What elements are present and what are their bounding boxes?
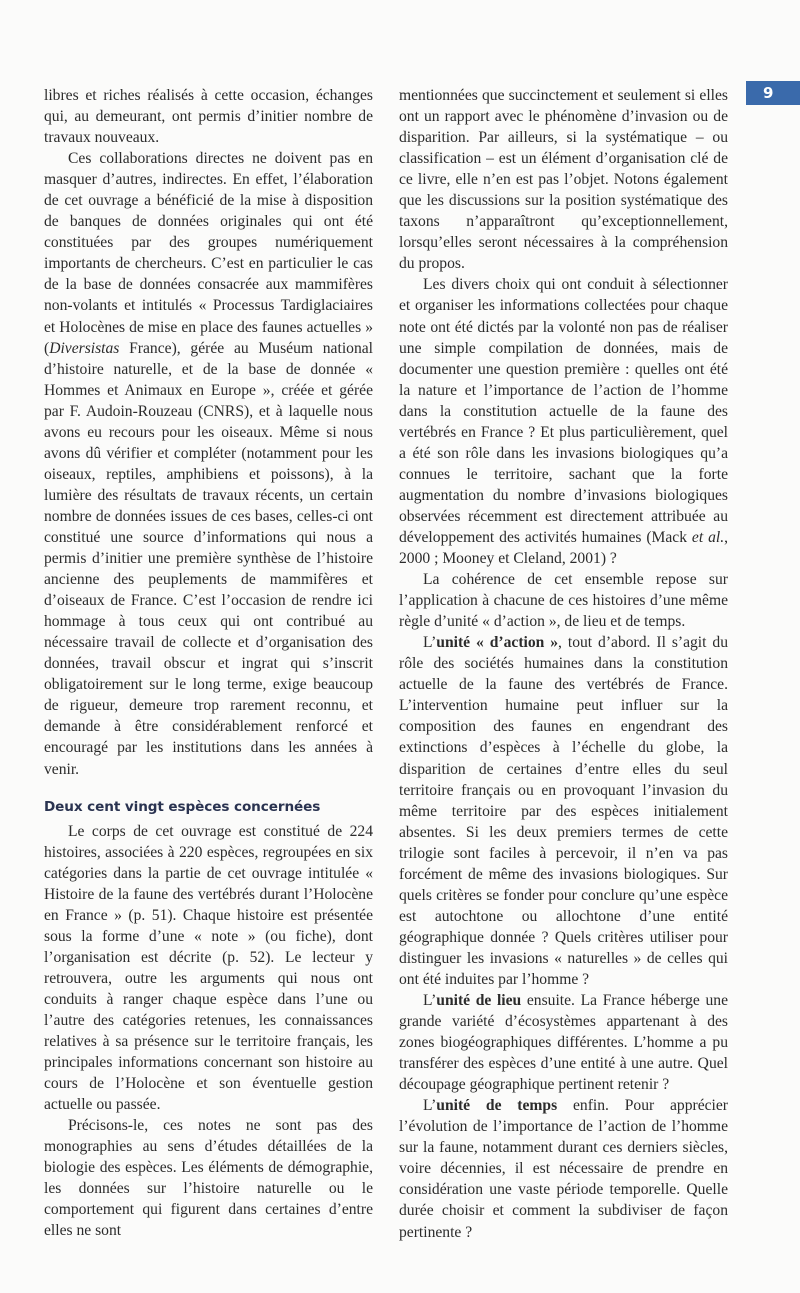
paragraph-text: ensuite. La France héberge une grande variété d’écosystèmes appartenant à des zones biogéographiques différentes. L’homme a pu transférer des espèces d’une entité à une autre. Quel découpage géographique pertinent retenir ? — [399, 992, 728, 1094]
italic-citation: et al. — [691, 528, 725, 546]
paragraph-text: Ces collaborations directes ne doivent pas en masquer d’autres, indirectes. En effet, l’élaboration de cet ouvrage a bénéficié de la mise à disposition de banques de données originales qui ont été constituées par des groupes numériquement importants de chercheurs. C’est en particulier le cas de la base de données consacrée aux mammifères non-volants et intitulés « Processus Tardiglaciaires et Holocènes de mise en place des faunes actuelles » ( — [44, 150, 373, 357]
bold-term: unité de temps — [436, 1097, 558, 1115]
page-number: 9 — [763, 84, 774, 102]
bold-term: unité de lieu — [436, 992, 522, 1010]
italic-term: Diversistas — [49, 339, 120, 357]
paragraph — [44, 148, 373, 779]
paragraph-text: L’ — [423, 992, 437, 1010]
paragraph-text: La cohérence de cet ensemble repose sur l’application à chacune de ces histoires d’une même règle d’unité « d’action », de lieu et de temps. — [399, 571, 728, 631]
paragraph — [399, 569, 728, 632]
section-heading: Deux cent vingt espèces concernées — [44, 798, 321, 815]
page-number-badge — [746, 81, 800, 105]
paragraph — [44, 85, 373, 148]
paragraph — [44, 821, 373, 1116]
bold-term: unité « d’action » — [436, 634, 559, 652]
paragraph — [399, 632, 728, 990]
paragraph-text: libres et riches réalisés à cette occasion, échanges qui, au demeurant, ont permis d’initier nombre de travaux nouveaux. — [44, 87, 373, 147]
paragraph — [399, 1095, 728, 1242]
paragraph-text: , tout d’abord. Il s’agit du rôle des sociétés humaines dans la constitution actuelle de la faune des vertébrés de France. L’intervention humaine peut influer sur la composition des faunes en engendrant des extinctions d’espèces à l’échelle du globe, la disparition de certaines d’entre elles du seul territoire français ou en provoquant l’invasion du même territoire par des espèces initialement absentes. Si les deux premiers termes de cette trilogie sont faciles à percevoir, il n’en va pas forcément de même des invasions biologiques. Sur quels critères se fonder pour conclure qu’une espèce est autochtone ou allochtone d’une entité géographique donnée ? Quels critères utiliser pour distinguer les invasions « naturelles » de celles qui ont été induites par l’homme ? — [399, 634, 728, 988]
paragraph-text: mentionnées que succinctement et seulement si elles ont un rapport avec le phénomène d’invasion ou de disparition. Par ailleurs, si la systématique – ou classification – est un élément d’organisation clé de ce livre, elle n’en est pas l’objet. Notons également que les discussions sur la position systématique des taxons n’apparaîtront qu’exceptionnellement, lorsqu’elles seront nécessaires à la compréhension du propos. — [399, 87, 728, 273]
paragraph — [399, 85, 728, 274]
paragraph-text: , 2000 ; Mooney et Cleland, 2001) ? — [399, 528, 728, 568]
paragraph-text: Précisons-le, ces notes ne sont pas des monographies au sens d’études détaillées de la biologie des espèces. Les éléments de démographie, les données sur l’histoire naturelle ou le comportement qui figurent dans certaines d’entre elles ne sont — [44, 1117, 373, 1240]
paragraph — [44, 1115, 373, 1241]
right-column — [399, 85, 728, 1243]
paragraph — [399, 274, 728, 569]
paragraph-text: France), gérée au Muséum national d’histoire naturelle, et de la base de donnée « Hommes et Animaux en Europe », créée et gérée par F. Audoin-Rouzeau (CNRS), et à laquelle nous avons eu recours pour les oiseaux. Même si nous avons dû vérifier et compléter (notamment pour les oiseaux, reptiles, amphibiens et poissons), à la lumière des résultats de travaux récents, un certain nombre de données issues de ces bases, celles-ci ont constitué une source d’informations qui nous a permis d’initier une première synthèse de l’histoire ancienne des peuplements de mammifères et d’oiseaux de France. C’est l’occasion de rendre ici hommage à tous ceux qui ont contribué au nécessaire travail de collecte et d’organisation des données, travail obscur et ingrat qui s’inscrit obligatoirement sur le long terme, exige beaucoup de rigueur, demeure trop rarement reconnu, et demande à être considérablement renforcé et encouragé par les institutions dans les années à venir. — [44, 339, 373, 778]
paragraph-text: L’ — [423, 634, 437, 652]
paragraph-text: L’ — [423, 1097, 437, 1115]
paragraph-text: enfin. Pour apprécier l’évolution de l’importance de l’action de l’homme sur la faune, notamment durant ces derniers siècles, voire décennies, il est nécessaire de prendre en considération une vaste période temporelle. Quelle durée choisir et comment la subdiviser de façon pertinente ? — [399, 1097, 728, 1241]
paragraph — [399, 990, 728, 1095]
left-column — [44, 85, 373, 1241]
paragraph-text: Les divers choix qui ont conduit à sélectionner et organiser les informations collectées pour chaque note ont été dictés par la volonté non pas de réaliser une simple compilation de données, mais de documenter une question première : quelles ont été la nature et l’importance de l’action de l’homme dans la constitution actuelle de la faune des vertébrés en France ? Et plus particulièrement, quel a été son rôle dans les invasions biologiques qu’a connues le territoire, sachant que la forte augmentation du nombre d’invasions biologiques observées récemment est directement attribuée au développement des activités humaines (Mack — [399, 276, 728, 546]
paragraph-text: Le corps de cet ouvrage est constitué de 224 histoires, associées à 220 espèces, regroupées en six catégories dans la partie de cet ouvrage intitulée « Histoire de la faune des vertébrés durant l’Holocène en France » (p. 51). Chaque histoire est présentée sous la forme d’une « note » (ou fiche), dont l’organisation est décrite (p. 52). Le lecteur y retrouvera, outre les arguments qui nous ont conduits à ranger chaque espèce dans l’une ou l’autre des catégories retenues, les connaissances relatives à sa présence sur le territoire français, les principales informations concernant son histoire au cours de l’Holocène et son éventuelle gestion actuelle ou passée. — [44, 822, 373, 1114]
